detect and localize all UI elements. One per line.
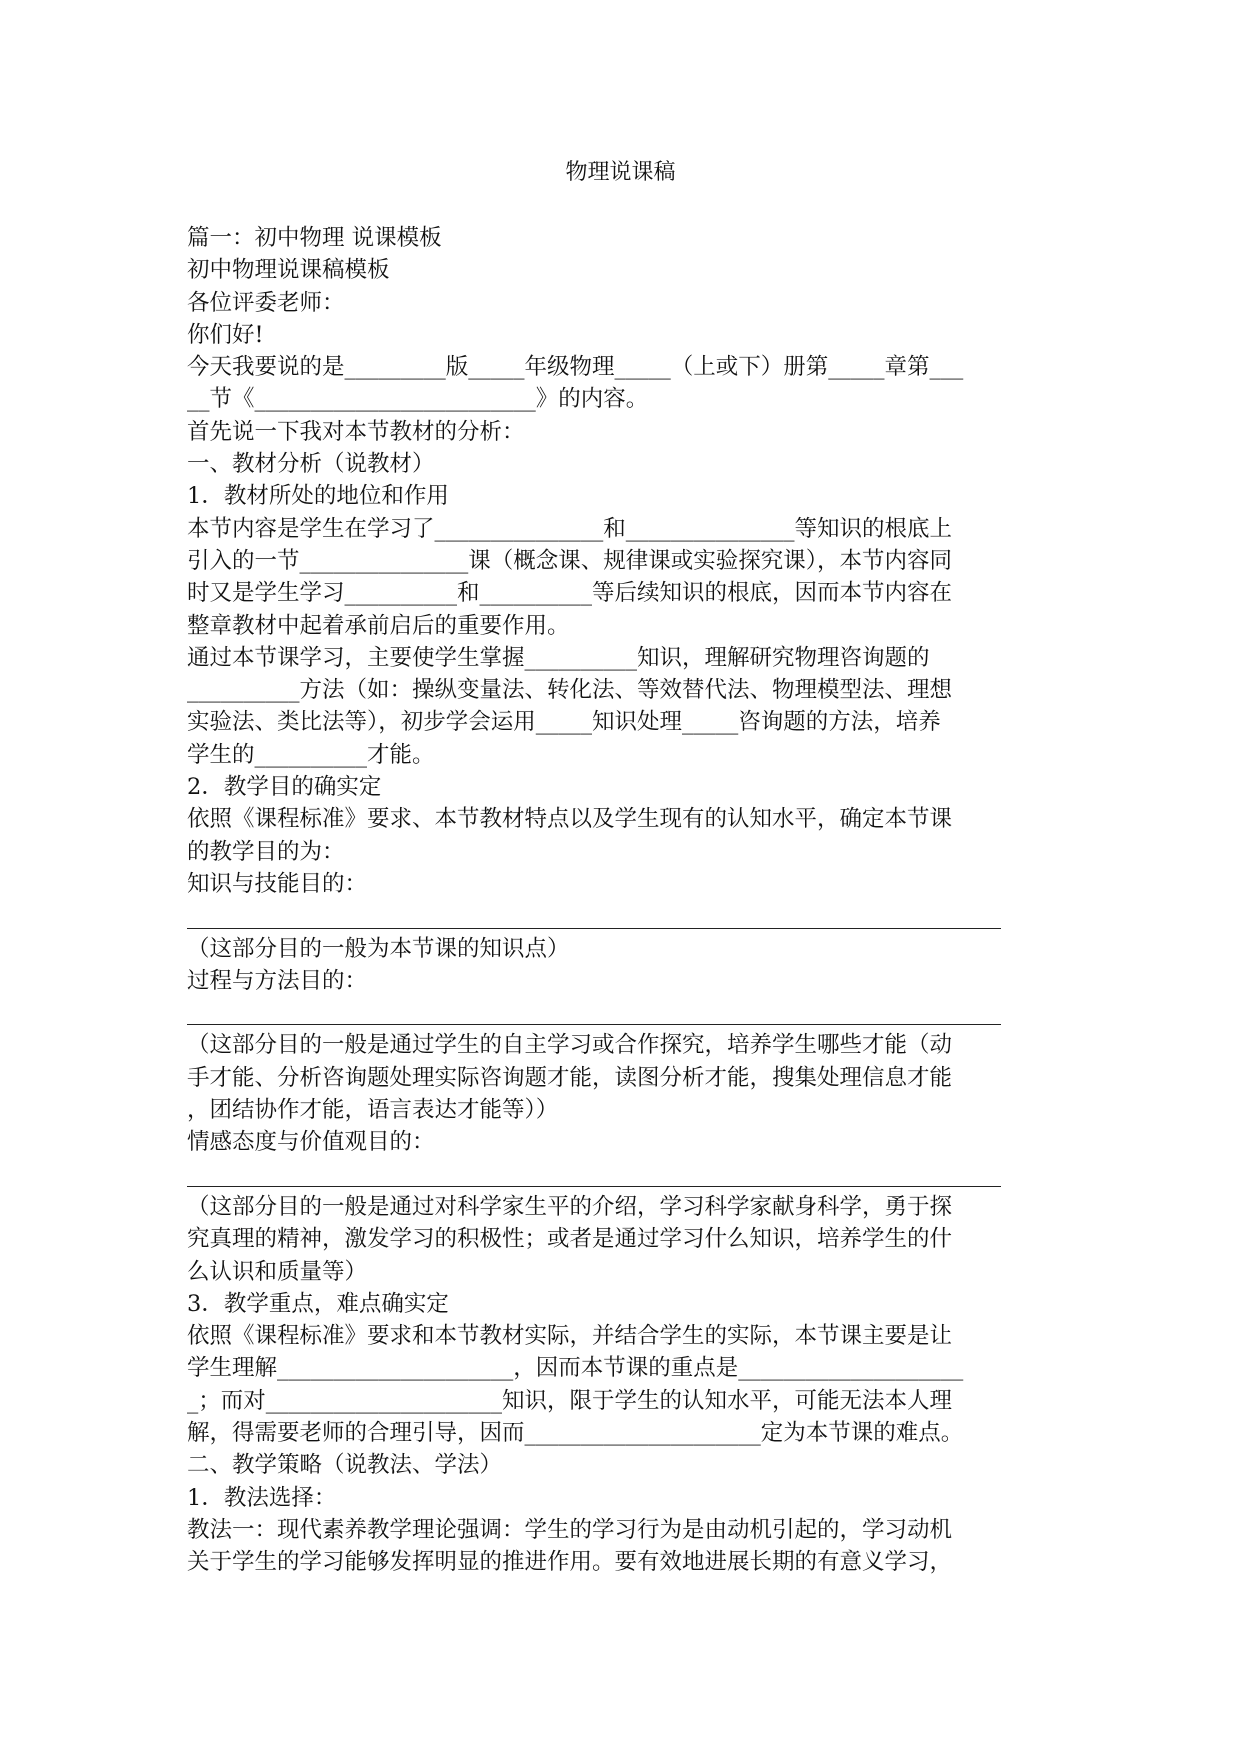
text-line: 引入的一节_______________课（概念课、规律课或实验探究课），本节内容同 bbox=[187, 547, 953, 574]
text-line: 时又是学生学习__________和__________等后续知识的根底，因而本节内容在 bbox=[187, 580, 953, 607]
answer-blank-rule bbox=[187, 900, 1047, 932]
text-line: __节《_________________________》的内容。 bbox=[187, 386, 649, 413]
document-body bbox=[187, 222, 1047, 1578]
text-line: ，团结协作才能，语言表达才能等）） bbox=[187, 1097, 559, 1124]
text-line: 本节内容是学生在学习了_______________和_______________等知识的根底上 bbox=[187, 515, 953, 542]
text-line: 1．教材所处的地位和作用 bbox=[187, 483, 449, 510]
text-line: 教法一：现代素养教学理论强调：学生的学习行为是由动机引起的，学习动机 bbox=[187, 1516, 953, 1543]
text-line: 3．教学重点，难点确实定 bbox=[187, 1290, 449, 1317]
text-line: 实验法、类比法等），初步学会运用_____知识处理_____咨询题的方法，培养 bbox=[187, 709, 941, 736]
text-line: 过程与方法目的： bbox=[187, 967, 368, 994]
document-title: 物理说课稿 bbox=[565, 160, 676, 185]
answer-blank-rule bbox=[187, 1159, 1047, 1191]
text-line: 学生理解_____________________，因而本节课的重点是____________________ bbox=[187, 1355, 964, 1382]
text-line: 依照《课程标准》要求和本节教材实际，并结合学生的实际，本节课主要是让 bbox=[187, 1323, 953, 1350]
text-line: _；而对_____________________知识，限于学生的认知水平，可能无法本人理 bbox=[187, 1387, 953, 1414]
text-line: 初中物理说课稿模板 bbox=[187, 257, 390, 284]
text-line: __________方法（如：操纵变量法、转化法、等效替代法、物理模型法、理想 bbox=[187, 677, 953, 704]
text-line: 的教学目的为： bbox=[187, 838, 345, 865]
text-line: 整章教材中起着承前启后的重要作用。 bbox=[187, 612, 570, 639]
text-line: 2．教学目的确实定 bbox=[187, 774, 382, 801]
text-line: （这部分目的一般是通过学生的自主学习或合作探究，培养学生哪些才能（动 bbox=[187, 1032, 953, 1059]
text-line: 学生的__________才能。 bbox=[187, 741, 435, 768]
text-line: 二、教学策略（说教法、学法） bbox=[187, 1452, 503, 1479]
text-line: （这部分目的一般为本节课的知识点） bbox=[187, 935, 570, 962]
text-line: 究真理的精神，激发学习的积极性；或者是通过学习什么知识，培养学生的什 bbox=[187, 1226, 953, 1253]
text-line: （这部分目的一般是通过对科学家生平的介绍，学习科学家献身科学，勇于探 bbox=[187, 1193, 953, 1220]
text-line: 依照《课程标准》要求、本节教材特点以及学生现有的认知水平，确定本节课 bbox=[187, 806, 953, 833]
text-line: 一、教材分析（说教材） bbox=[187, 451, 435, 478]
text-line: 手才能、分析咨询题处理实际咨询题才能，读图分析才能，搜集处理信息才能 bbox=[187, 1064, 953, 1091]
text-line: 1．教法选择： bbox=[187, 1484, 337, 1511]
text-line: 情感态度与价值观目的： bbox=[187, 1129, 435, 1156]
text-line: 关于学生的学习能够发挥明显的推进作用。要有效地进展长期的有意义学习， bbox=[187, 1549, 953, 1576]
text-line: 各位评委老师： bbox=[187, 289, 345, 316]
text-line: 通过本节课学习，主要使学生掌握__________知识，理解研究物理咨询题的 bbox=[187, 644, 930, 671]
answer-blank-rule bbox=[187, 997, 1047, 1029]
text-line: 知识与技能目的： bbox=[187, 870, 368, 897]
text-line: 解，得需要老师的合理引导，因而_____________________定为本节课的难点。 bbox=[187, 1419, 964, 1446]
text-line: 么认识和质量等） bbox=[187, 1258, 368, 1285]
text-line: 首先说一下我对本节教材的分析： bbox=[187, 418, 525, 445]
text-line: 今天我要说的是_________版_____年级物理_____（上或下）册第_____章第___ bbox=[187, 354, 964, 381]
text-line: 篇一：初中物理 说课模板 bbox=[187, 225, 442, 251]
text-line: 你们好! bbox=[187, 321, 264, 348]
